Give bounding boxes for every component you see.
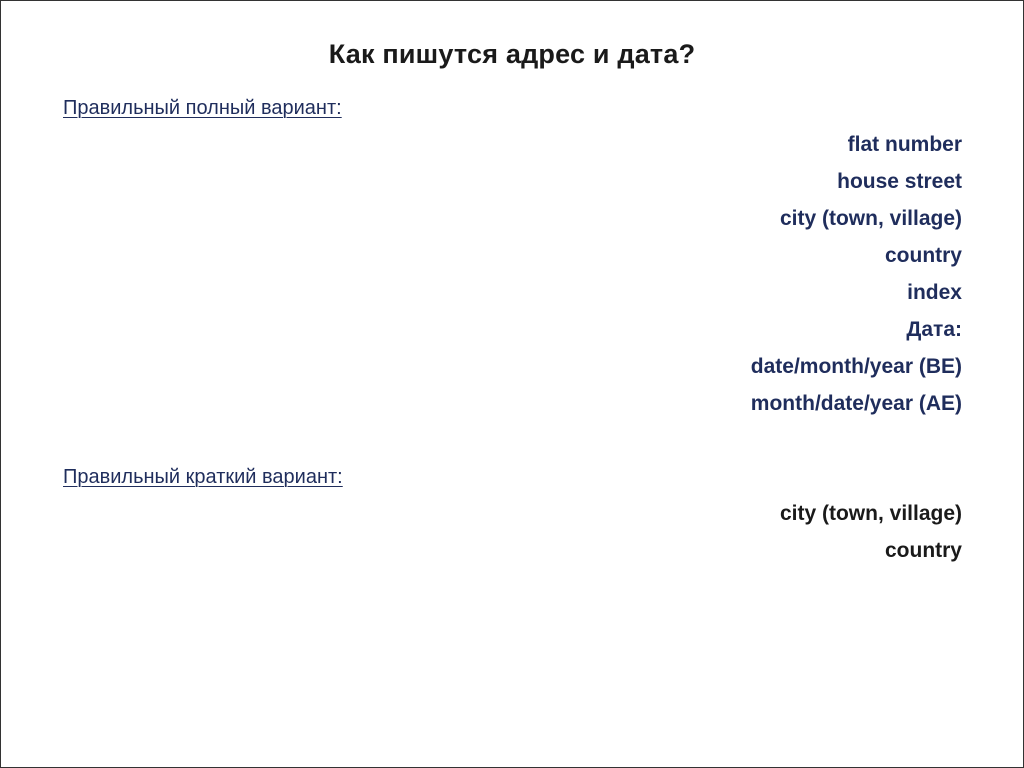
address-line-index: index [907,281,962,304]
date-label: Дата: [906,318,962,341]
short-address-line-city: city (town, village) [779,502,962,525]
address-line-flat-number: flat number [847,133,962,156]
address-line-city: city (town, village) [779,207,962,230]
full-address-block [751,126,962,422]
address-line-house-street: house street [837,170,962,193]
short-address-line-country: country [884,539,962,562]
short-address-block [780,495,962,569]
address-line-country: country [884,244,962,267]
date-format-be: date/month/year (BE) [750,355,962,378]
date-format-ae: month/date/year (AE) [750,392,962,415]
short-variant-heading: Правильный краткий вариант: [63,466,343,488]
full-variant-heading: Правильный полный вариант: [63,97,342,119]
slide-title: Как пишутся адрес и дата? [328,39,696,69]
